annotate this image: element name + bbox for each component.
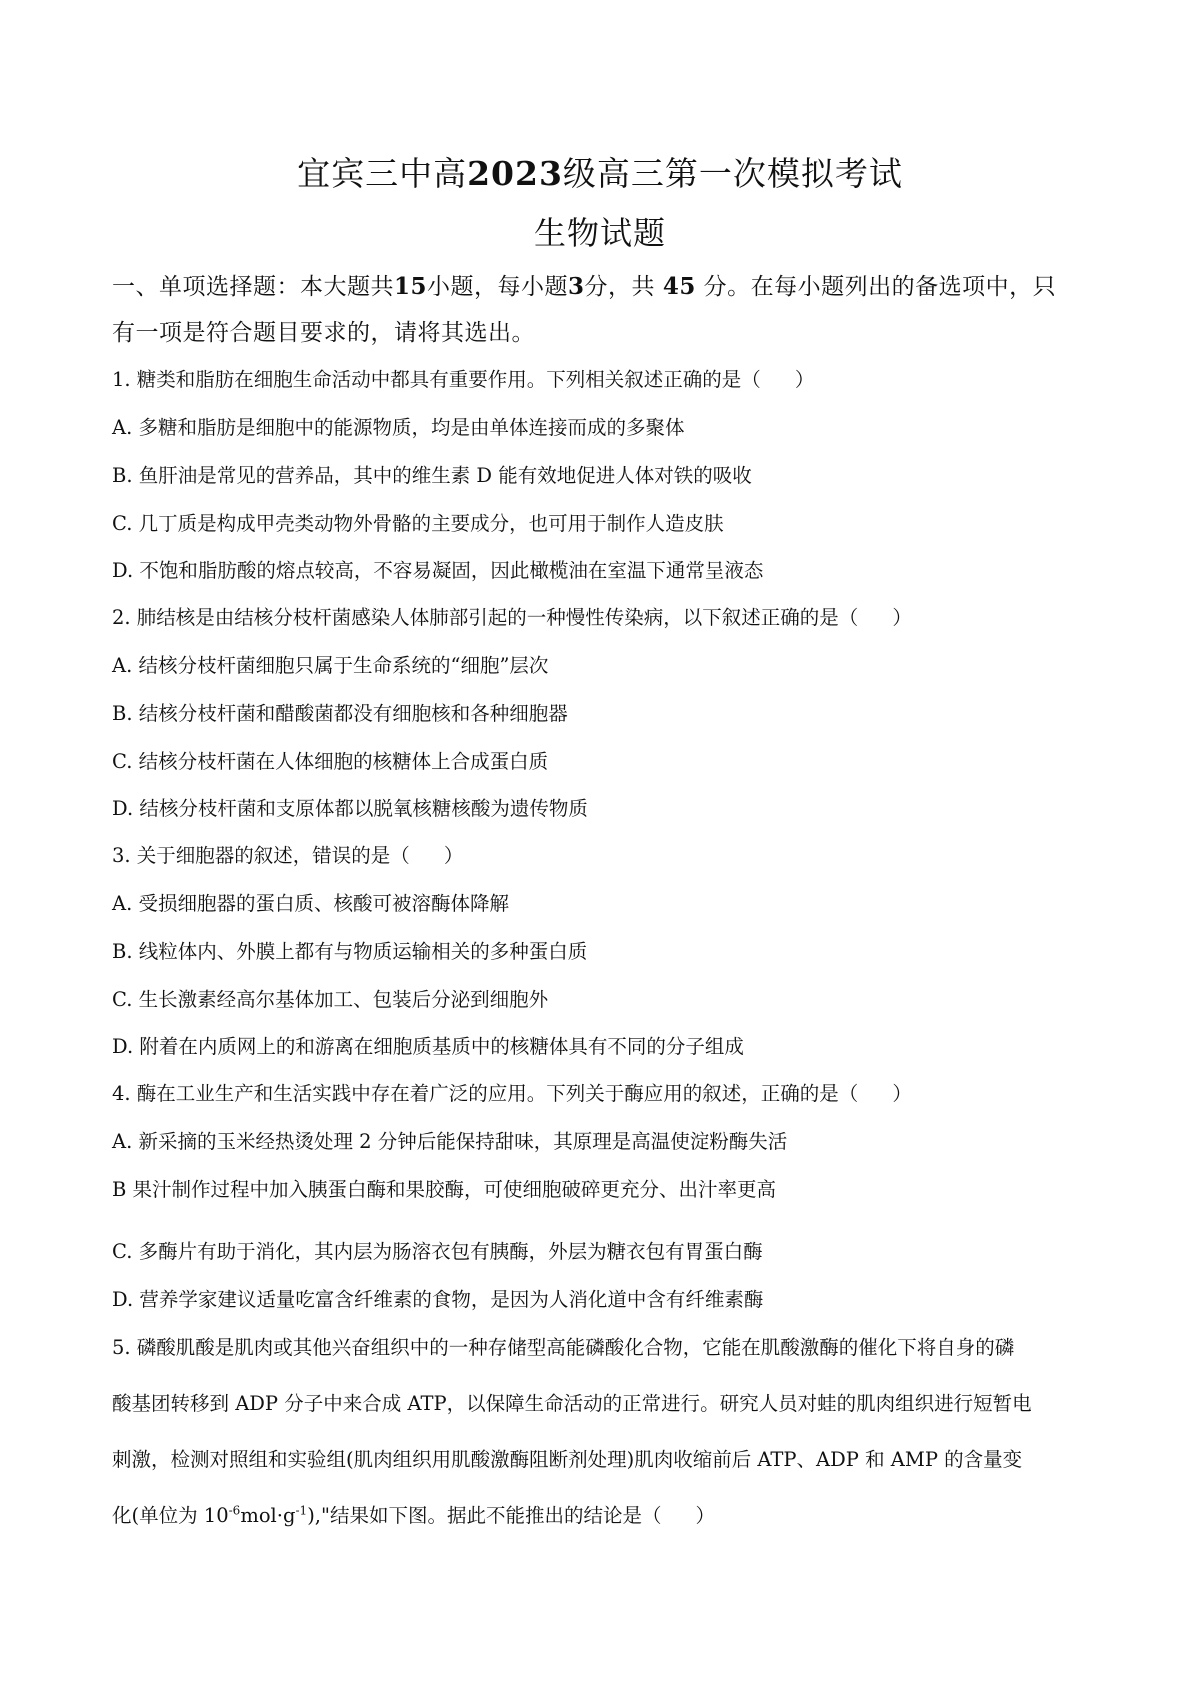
question-3-option-a: A. 受损细胞器的蛋白质、核酸可被溶酶体降解	[112, 892, 509, 915]
exam-subtitle: 生物试题	[533, 214, 666, 252]
section-heading: 一、单项选择题：本大题共15小题，每小题3分，共 45 分。在每小题列出的备选项中，只 有一项是符合题目要求的，请将其选出。	[112, 273, 1057, 346]
question-1-option-b: B. 鱼肝油是常见的营养品，其中的维生素 D 能有效地促进人体对铁的吸收	[112, 464, 752, 487]
question-2-stem: 2. 肺结核是由结核分枝杆菌感染人体肺部引起的一种慢性传染病，以下叙述正确的是（ ）	[112, 606, 912, 629]
question-2-option-d: D. 结核分枝杆菌和支原体都以脱氧核糖核酸为遗传物质	[112, 797, 588, 820]
question-2-option-c: C. 结核分枝杆菌在人体细胞的核糖体上合成蛋白质	[112, 750, 549, 773]
question-5-line-3: 刺激，检测对照组和实验组(肌肉组织用肌酸激酶阻断剂处理)肌肉收缩前后 ATP、ADP 和 AMP 的含量变	[112, 1448, 1023, 1471]
exam-title	[0, 148, 1200, 195]
question-1-stem: 1. 糖类和脂肪在细胞生命活动中都具有重要作用。下列相关叙述正确的是（ ）	[112, 368, 815, 391]
question-2-option-b: B. 结核分枝杆菌和醋酸菌都没有细胞核和各种细胞器	[112, 702, 568, 725]
question-4-option-c: C. 多酶片有助于消化，其内层为肠溶衣包有胰酶，外层为糖衣包有胃蛋白酶	[112, 1240, 763, 1263]
question-5-line-1: 5. 磷酸肌酸是肌肉或其他兴奋组织中的一种存储型高能磷酸化合物，它能在肌酸激酶的催化下将自身的磷	[112, 1336, 1015, 1359]
question-4-option-b: B 果汁制作过程中加入胰蛋白酶和果胶酶，可使细胞破碎更充分、出汁率更高	[112, 1178, 777, 1201]
question-2-option-a: A. 结核分枝杆菌细胞只属于生命系统的“细胞”层次	[112, 654, 549, 677]
question-1-option-d: D. 不饱和脂肪酸的熔点较高，不容易凝固，因此橄榄油在室温下通常呈液态	[112, 559, 764, 582]
question-5-line-4: 化(单位为 $10^{-6}mol\cdot g^{-1}$),"结果如下图。据此不能推出的结论是（ ）	[112, 1503, 715, 1527]
question-3-option-c: C. 生长激素经高尔基体加工、包装后分泌到细胞外	[112, 988, 549, 1011]
question-3-option-d: D. 附着在内质网上的和游离在细胞质基质中的核糖体具有不同的分子组成	[112, 1035, 744, 1058]
question-5-line-2: 酸基团转移到 ADP 分子中来合成 ATP，以保障生命活动的正常进行。研究人员对蛙的肌肉组织进行短暂电	[112, 1392, 1032, 1415]
question-4-stem: 4. 酶在工业生产和生活实践中存在着广泛的应用。下列关于酶应用的叙述，正确的是（ ）	[112, 1082, 912, 1105]
question-1-option-a: A. 多糖和脂肪是细胞中的能源物质，均是由单体连接而成的多聚体	[112, 416, 685, 439]
question-4-option-a: A. 新采摘的玉米经热烫处理 2 分钟后能保持甜味，其原理是高温使淀粉酶失活	[112, 1130, 788, 1153]
title-exam: 级高三第一次模拟考试	[562, 154, 903, 193]
question-4-option-d: D. 营养学家建议适量吃富含纤维素的食物，是因为人消化道中含有纤维素酶	[112, 1288, 764, 1311]
question-3-option-b: B. 线粒体内、外膜上都有与物质运输相关的多种蛋白质	[112, 940, 588, 963]
title-school: 宜宾三中高	[297, 154, 468, 193]
title-year: 2023	[467, 154, 563, 193]
question-1-option-c: C. 几丁质是构成甲壳类动物外骨骼的主要成分，也可用于制作人造皮肤	[112, 512, 724, 535]
question-3-stem: 3. 关于细胞器的叙述，错误的是（ ）	[112, 844, 464, 867]
